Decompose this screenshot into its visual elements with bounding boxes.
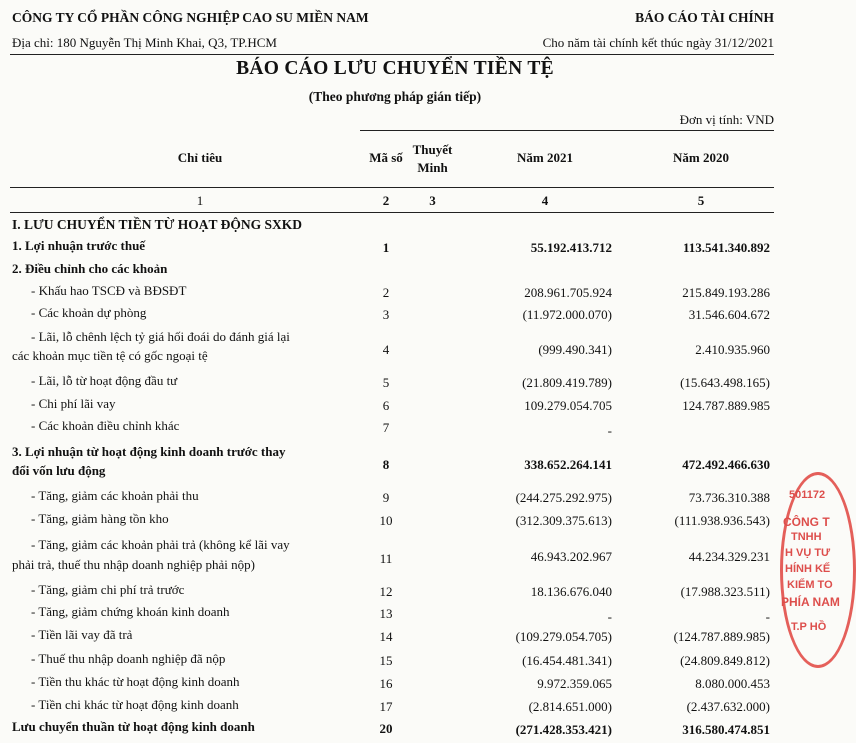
row-14-y2020: - bbox=[765, 609, 770, 624]
page-title: BÁO CÁO LƯU CHUYỂN TIỀN TỆ bbox=[236, 58, 554, 79]
company-address: Địa chỉ: 180 Nguyễn Thị Minh Khai, Q3, TP.HCM bbox=[12, 35, 277, 50]
row-19-y2020: 316.580.474.851 bbox=[682, 722, 770, 737]
col-header-2021: Năm 2021 bbox=[517, 150, 573, 165]
row-19-label: Lưu chuyển thuần từ hoạt động kinh doanh bbox=[12, 719, 255, 734]
company-name: CÔNG TY CỔ PHẦN CÔNG NGHIỆP CAO SU MIỀN NAM bbox=[12, 10, 369, 25]
row-16-code: 15 bbox=[379, 653, 393, 668]
row-19-code: 20 bbox=[379, 721, 393, 736]
row-9-y2020: 472.492.466.630 bbox=[682, 457, 770, 472]
row-16-y2021: (16.454.481.341) bbox=[522, 653, 612, 668]
row-12-label: - Tăng, giảm các khoản phải trả (không kể lãi vay bbox=[31, 537, 290, 552]
row-15-label: - Tiền lãi vay đã trả bbox=[31, 627, 133, 642]
row-15-code: 14 bbox=[379, 629, 393, 644]
row-19-y2021: (271.428.353.421) bbox=[515, 722, 612, 737]
row-1-y2021: 55.192.413.712 bbox=[530, 240, 612, 255]
row-3-y2021: 208.961.705.924 bbox=[524, 285, 612, 300]
row-8-code: 7 bbox=[382, 420, 390, 435]
stamp-line: 501172 bbox=[789, 489, 826, 501]
row-7-code: 6 bbox=[382, 398, 390, 413]
row-10-code: 9 bbox=[382, 490, 390, 505]
row-1-label: 1. Lợi nhuận trước thuế bbox=[12, 238, 146, 253]
row-13-label: - Tăng, giảm chi phí trả trước bbox=[31, 582, 185, 597]
table-colnum-border bbox=[10, 212, 774, 213]
table-top-border bbox=[360, 130, 774, 131]
col-header-2020: Năm 2020 bbox=[673, 150, 729, 165]
col-number-1: 1 bbox=[196, 193, 204, 208]
stamp-line: T.P HỒ bbox=[791, 621, 827, 633]
row-9-y2021: 338.652.264.141 bbox=[524, 457, 612, 472]
row-4-code: 3 bbox=[382, 307, 390, 322]
row-13-code: 12 bbox=[379, 584, 393, 599]
row-2-label: 2. Điều chỉnh cho các khoản bbox=[12, 261, 168, 276]
row-7-y2020: 124.787.889.985 bbox=[682, 398, 770, 413]
stamp-line: H VỤ TƯ bbox=[785, 547, 831, 559]
row-10-y2020: 73.736.310.388 bbox=[688, 490, 770, 505]
row-4-y2021: (11.972.000.070) bbox=[522, 307, 612, 322]
page-subtitle: (Theo phương pháp gián tiếp) bbox=[308, 89, 482, 104]
stamp-line: CÔNG T bbox=[783, 515, 830, 529]
row-5-label: - Lãi, lỗ chênh lệch tỷ giá hối đoái do đánh giá lại bbox=[31, 329, 290, 344]
row-6-y2020: (15.643.498.165) bbox=[680, 375, 770, 390]
report-type: BÁO CÁO TÀI CHÍNH bbox=[635, 10, 774, 25]
row-11-y2021: (312.309.375.613) bbox=[515, 513, 612, 528]
row-6-code: 5 bbox=[382, 375, 390, 390]
report-period: Cho năm tài chính kết thúc ngày 31/12/2021 bbox=[542, 35, 774, 50]
row-10-label: - Tăng, giảm các khoản phải thu bbox=[31, 488, 199, 503]
stamp-line: PHÍA NAM bbox=[781, 595, 840, 609]
table-header-border bbox=[10, 187, 774, 188]
row-16-y2020: (24.809.849.812) bbox=[680, 653, 770, 668]
row-11-y2020: (111.938.936.543) bbox=[674, 513, 770, 528]
row-13-y2020: (17.988.323.511) bbox=[680, 584, 770, 599]
row-14-label: - Tăng, giảm chứng khoán kinh doanh bbox=[31, 604, 230, 619]
col-header-note bbox=[405, 141, 460, 177]
row-12-y2020: 44.234.329.231 bbox=[688, 549, 770, 564]
row-9-label-cont: đổi vốn lưu động bbox=[12, 463, 106, 478]
row-7-label: - Chi phí lãi vay bbox=[31, 396, 116, 411]
row-5-code: 4 bbox=[382, 342, 390, 357]
header-divider bbox=[10, 54, 774, 55]
row-13-y2021: 18.136.676.040 bbox=[530, 584, 612, 599]
row-9-code: 8 bbox=[382, 457, 390, 472]
row-17-y2021: 9.972.359.065 bbox=[537, 676, 612, 691]
col-number-4: 4 bbox=[541, 193, 549, 208]
row-15-y2020: (124.787.889.985) bbox=[673, 629, 770, 644]
stamp-line: TNHH bbox=[791, 531, 822, 543]
row-11-code: 10 bbox=[379, 513, 393, 528]
row-1-code: 1 bbox=[382, 240, 390, 255]
row-16-label: - Thuế thu nhập doanh nghiệp đã nộp bbox=[31, 651, 226, 666]
row-18-label: - Tiền chi khác từ hoạt động kinh doanh bbox=[31, 697, 239, 712]
row-15-y2021: (109.279.054.705) bbox=[515, 629, 612, 644]
col-header-code: Mã số bbox=[369, 150, 403, 165]
currency-unit: Đơn vị tính: VND bbox=[679, 112, 774, 127]
row-12-label-cont: phải trả, thuế thu nhập doanh nghiệp phải nộp) bbox=[12, 557, 255, 572]
col-number-5: 5 bbox=[697, 193, 705, 208]
row-6-y2021: (21.809.419.789) bbox=[522, 375, 612, 390]
row-4-y2020: 31.546.604.672 bbox=[688, 307, 770, 322]
row-5-y2021: (999.490.341) bbox=[538, 342, 612, 357]
row-8-y2021: - bbox=[607, 423, 612, 438]
row-3-label: - Khấu hao TSCĐ và BĐSĐT bbox=[31, 283, 187, 298]
row-3-y2020: 215.849.193.286 bbox=[682, 285, 770, 300]
row-5-label-cont: các khoản mục tiền tệ có gốc ngoại tệ bbox=[12, 348, 208, 363]
row-18-y2021: (2.814.651.000) bbox=[528, 699, 612, 714]
row-1-y2020: 113.541.340.892 bbox=[682, 240, 770, 255]
col-number-3: 3 bbox=[429, 193, 436, 208]
row-12-code: 11 bbox=[379, 551, 393, 566]
row-8-label: - Các khoản điều chỉnh khác bbox=[31, 418, 180, 433]
row-6-label: - Lãi, lỗ từ hoạt động đầu tư bbox=[31, 373, 178, 388]
col-header-note-line1: Thuyết bbox=[412, 142, 453, 157]
col-header-note-line2: Minh bbox=[417, 160, 448, 175]
stamp-line: KIỂM TO bbox=[787, 579, 833, 591]
col-header-item: Chỉ tiêu bbox=[177, 150, 223, 165]
row-12-y2021: 46.943.202.967 bbox=[530, 549, 612, 564]
company-stamp bbox=[780, 472, 856, 668]
row-11-label: - Tăng, giảm hàng tồn kho bbox=[31, 511, 169, 526]
row-18-y2020: (2.437.632.000) bbox=[686, 699, 770, 714]
stamp-line: HÍNH KẾ bbox=[785, 563, 831, 575]
col-number-2: 2 bbox=[382, 193, 390, 208]
row-5-y2020: 2.410.935.960 bbox=[695, 342, 770, 357]
row-17-code: 16 bbox=[379, 676, 393, 691]
row-4-label: - Các khoản dự phòng bbox=[31, 305, 147, 320]
row-0-label: I. LƯU CHUYỂN TIỀN TỪ HOẠT ĐỘNG SXKD bbox=[12, 217, 303, 232]
row-17-label: - Tiền thu khác từ hoạt động kinh doanh bbox=[31, 674, 240, 689]
row-14-y2021: - bbox=[607, 609, 612, 624]
row-7-y2021: 109.279.054.705 bbox=[524, 398, 612, 413]
row-18-code: 17 bbox=[379, 699, 393, 714]
row-14-code: 13 bbox=[379, 606, 393, 621]
row-3-code: 2 bbox=[382, 285, 390, 300]
row-9-label: 3. Lợi nhuận từ hoạt động kinh doanh trước thay bbox=[12, 444, 286, 459]
row-10-y2021: (244.275.292.975) bbox=[515, 490, 612, 505]
row-17-y2020: 8.080.000.453 bbox=[695, 676, 770, 691]
